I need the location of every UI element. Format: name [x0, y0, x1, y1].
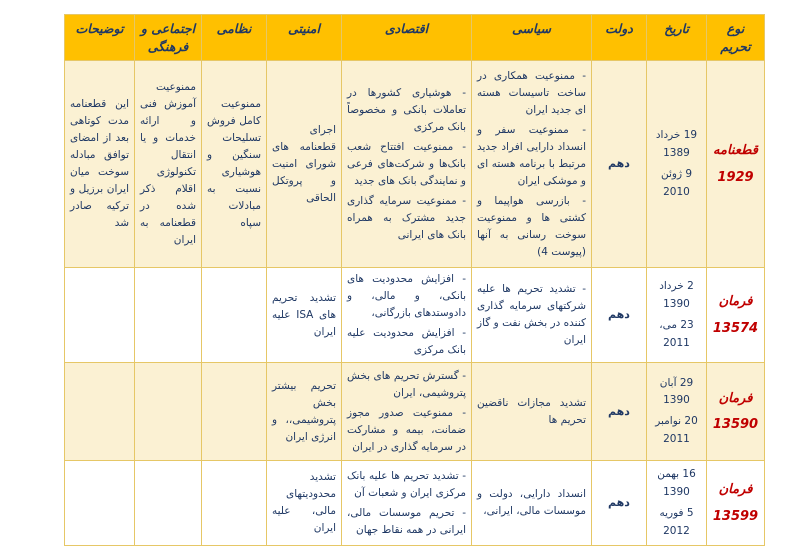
cell-0-government	[592, 61, 647, 268]
cell-text: - هوشیاری کشورها در تعاملات بانکی و مخصوصاً بانک مرکزی	[347, 86, 466, 133]
cell-text: 5 فوریه 2012	[659, 506, 694, 537]
cell-2-notes	[65, 363, 135, 461]
cell-text: دهم	[608, 157, 630, 171]
cell-text: ممنوعیت آموزش فنی و ارائه خدمات و یا انتقال تکنولوژی اقلام ذکر شده در قطعنامه به ایران	[140, 81, 196, 247]
cell-3-social_cultural	[135, 461, 202, 546]
column-header-notes: توضیحات	[65, 15, 135, 61]
cell-text: - گسترش تحریم های بخش پتروشیمی، ایران	[347, 369, 466, 399]
cell-0-date	[647, 61, 707, 268]
cell-text: 20 نوامبر 2011	[655, 415, 698, 446]
cell-2-economic	[342, 363, 472, 461]
cell-text: - بازرسی هواپیما و کشتی ها و ممنوعیت سوخت رسانی به آنها (پیوست 4)	[477, 194, 586, 258]
cell-0-economic	[342, 61, 472, 268]
cell-text: قطعنامه	[713, 143, 758, 159]
cell-0-type	[707, 61, 765, 268]
cell-1-economic	[342, 268, 472, 363]
cell-2-political	[472, 363, 592, 461]
cell-1-date	[647, 268, 707, 363]
cell-text: دهم	[608, 404, 630, 418]
cell-0-social_cultural	[135, 61, 202, 268]
table-row	[65, 363, 765, 461]
cell-text: اجرای قطعنامه های شورای امنیت و پروتکل الحاقی	[272, 123, 336, 204]
column-header-political: سیاسی	[472, 15, 592, 61]
cell-3-security	[267, 461, 342, 546]
cell-text: انسداد دارایی، دولت و موسسات مالی، ایرانی،	[477, 488, 586, 518]
column-header-date: تاریخ	[647, 15, 707, 61]
cell-2-security	[267, 363, 342, 461]
cell-1-government	[592, 268, 647, 363]
cell-text: - تحریم موسسات مالی، ایرانی در همه نقاط جهان	[347, 506, 466, 536]
cell-0-notes	[65, 61, 135, 268]
column-header-military: نظامی	[202, 15, 267, 61]
column-header-economic: اقتصادی	[342, 15, 472, 61]
cell-text: 13574	[712, 320, 759, 336]
table-header	[65, 15, 765, 61]
cell-text: دهم	[608, 308, 630, 322]
cell-3-notes	[65, 461, 135, 546]
cell-text: - ممنوعیت صدور مجوز ضمانت، بیمه و مشارکت در سرمایه گذاری در ایران	[347, 406, 466, 453]
cell-text: ممنوعیت کامل فروش تسلیحات سنگین و هوشیاری نسبت به مبادلات سپاه	[207, 98, 261, 230]
cell-text: 19 خرداد 1389	[655, 129, 698, 159]
cell-text: فرمان	[718, 482, 753, 498]
cell-2-date	[647, 363, 707, 461]
cell-1-type	[707, 268, 765, 363]
cell-text: - ممنوعیت سرمایه گذاری جدید مشترک به همراه بانک های ایرانی	[347, 194, 466, 241]
cell-text: تشدید محدودیتهای مالی، علیه ایران	[272, 471, 336, 535]
column-header-social_cultural: اجتماعی و فرهنگی	[135, 15, 202, 61]
column-header-government: دولت	[592, 15, 647, 61]
cell-text: 9 ژوئن 2010	[660, 167, 693, 198]
cell-text: دهم	[608, 496, 630, 510]
cell-2-type	[707, 363, 765, 461]
cell-text: فرمان	[718, 390, 753, 406]
cell-text: - تشدید تحریم ها علیه بانک مرکزی ایران و شعبات آن	[347, 469, 466, 499]
header-row	[65, 15, 765, 61]
cell-2-military	[202, 363, 267, 461]
cell-2-social_cultural	[135, 363, 202, 461]
column-header-type: نوع تحریم	[707, 15, 765, 61]
cell-1-notes	[65, 268, 135, 363]
cell-text: 2 خرداد 1390	[659, 280, 694, 310]
cell-text: - ممنوعیت سفر و انسداد دارایی افراد جدید مرتبط با برنامه هسته ای و موشکی ایران	[477, 123, 586, 187]
column-header-security: امنیتی	[267, 15, 342, 61]
cell-text: - ممنوعیت افتتاح شعب بانک‌ها و شرکت‌های فرعی و نمایندگی بانک های جدید	[347, 140, 466, 187]
cell-text: 29 آبان 1390	[659, 376, 694, 407]
cell-3-economic	[342, 461, 472, 546]
cell-text: - تشدید تحریم ها علیه شرکتهای سرمایه گذاری کننده در بخش نفت و گاز ایران	[477, 283, 586, 347]
cell-3-date	[647, 461, 707, 546]
table-body	[65, 61, 765, 546]
table-row	[65, 461, 765, 546]
cell-text: 13590	[712, 417, 759, 433]
cell-text: تحریم بیشتر بخش پتروشیمی،، و انرژی ایران	[272, 379, 336, 443]
cell-3-political	[472, 461, 592, 546]
cell-text: تشدید مجازات ناقضین تحریم ها	[477, 396, 586, 426]
cell-text: 23 می، 2011	[659, 318, 694, 349]
cell-text: - افزایش محدودیت علیه بانک مرکزی	[347, 327, 466, 357]
cell-text: 16 بهمن 1390	[657, 468, 696, 498]
sanctions-table	[64, 14, 765, 546]
cell-text: این قطعنامه مدت کوتاهی بعد از امضای توافق مبادله سوخت میان ایران برزیل و ترکیه صادر شد	[70, 98, 129, 230]
cell-3-military	[202, 461, 267, 546]
cell-3-type	[707, 461, 765, 546]
cell-text: 13599	[712, 508, 759, 524]
cell-3-government	[592, 461, 647, 546]
cell-1-security	[267, 268, 342, 363]
cell-1-political	[472, 268, 592, 363]
cell-0-military	[202, 61, 267, 268]
table-row	[65, 61, 765, 268]
cell-0-political	[472, 61, 592, 268]
cell-text: - افزایش محدودیت های بانکی، و مالی، و دادوستدهای بازرگانی،	[347, 273, 466, 320]
cell-text: فرمان	[718, 294, 753, 310]
cell-0-security	[267, 61, 342, 268]
cell-text: - ممنوعیت همکاری در ساخت تاسیسات هسته ای جدید ایران	[477, 69, 586, 116]
cell-1-social_cultural	[135, 268, 202, 363]
cell-1-military	[202, 268, 267, 363]
cell-2-government	[592, 363, 647, 461]
table-row	[65, 268, 765, 363]
cell-text: تشدید تحریم های ISA علیه ایران	[272, 291, 336, 338]
cell-text: 1929	[717, 169, 754, 185]
